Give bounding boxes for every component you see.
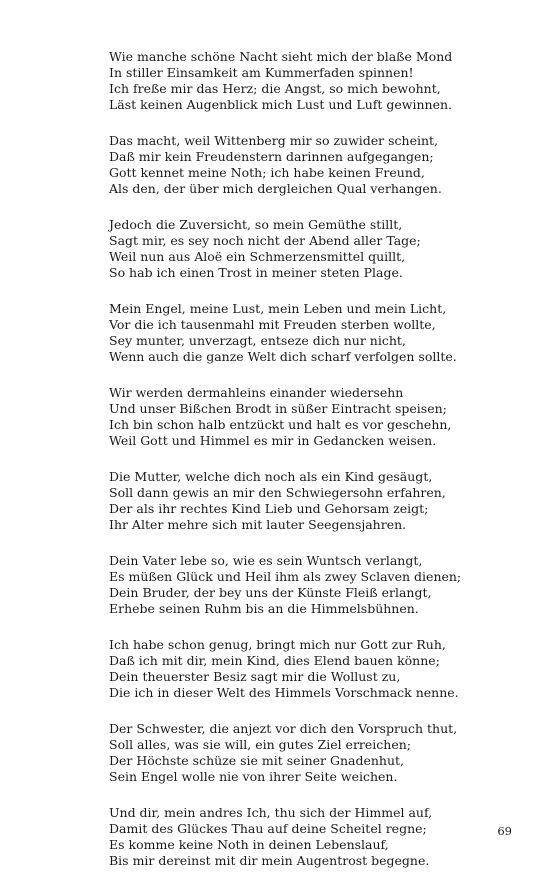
- stanza-3: [109, 217, 529, 281]
- verse-line: Der als ihr rechtes Kind Lieb und Gehorsam zeigt;: [109, 501, 429, 516]
- verse-line: Und unser Bißchen Brodt in süßer Eintracht speisen;: [109, 401, 447, 416]
- stanza-9: [109, 721, 529, 785]
- stanza-7: [109, 553, 529, 617]
- verse-line: Als den, der über mich dergleichen Qual verhangen.: [109, 181, 442, 196]
- verse-line: Wir werden dermahleins einander wiedersehn: [109, 385, 404, 400]
- verse-line: Vor die ich tausenmahl mit Freuden sterben wollte,: [109, 317, 436, 332]
- verse-line: Ich freße mir das Herz; die Angst, so mich bewohnt,: [109, 81, 441, 96]
- verse-line: Ich bin schon halb entzückt und halt es vor geschehn,: [109, 417, 452, 432]
- verse-line: Der Schwester, die anjezt vor dich den Vorspruch thut,: [109, 721, 458, 736]
- verse-line: Es müßen Glück und Heil ihm als zwey Sclaven dienen;: [109, 569, 462, 584]
- stanza-2: [109, 133, 529, 197]
- verse-line: Gott kennet meine Noth; ich habe keinen Freund,: [109, 165, 425, 180]
- verse-line: Mein Engel, meine Lust, mein Leben und mein Licht,: [109, 301, 447, 316]
- verse-line: Bis mir dereinst mit dir mein Augentrost begegne.: [109, 853, 430, 868]
- verse-line: Es komme keine Noth in deinen Lebenslauf,: [109, 837, 389, 852]
- stanza-4: [109, 301, 529, 365]
- verse-line: Soll dann gewis an mir den Schwiegersohn erfahren,: [109, 485, 446, 500]
- verse-line: Sagt mir, es sey noch nicht der Abend aller Tage;: [109, 233, 421, 248]
- verse-line: Wenn auch die ganze Welt dich scharf verfolgen sollte.: [109, 349, 457, 364]
- verse-line: Ich habe schon genug, bringt mich nur Gott zur Ruh,: [109, 637, 446, 652]
- verse-line: Weil nun aus Aloë ein Schmerzensmittel quillt,: [109, 249, 406, 264]
- verse-line: Und dir, mein andres Ich, thu sich der Himmel auf,: [109, 805, 433, 820]
- verse-line: Ihr Alter mehre sich mit lauter Seegensjahren.: [109, 517, 407, 532]
- verse-line: Weil Gott und Himmel es mir in Gedancken weisen.: [109, 433, 437, 448]
- poem-body: [109, 49, 529, 889]
- stanza-8: [109, 637, 529, 701]
- verse-line: Jedoch die Zuversicht, so mein Gemüthe stillt,: [109, 217, 403, 232]
- stanza-5: [109, 385, 529, 449]
- verse-line: Der Höchste schüze sie mit seiner Gnadenhut,: [109, 753, 405, 768]
- verse-line: So hab ich einen Trost in meiner steten Plage.: [109, 265, 403, 280]
- verse-line: Das macht, weil Wittenberg mir so zuwider scheint,: [109, 133, 439, 148]
- verse-line: Soll alles, was sie will, ein gutes Ziel erreichen;: [109, 737, 412, 752]
- verse-line: In stiller Einsamkeit am Kummerfaden spinnen!: [109, 65, 414, 80]
- verse-line: Damit des Glückes Thau auf deine Scheitel regne;: [109, 821, 427, 836]
- stanza-10: [109, 805, 529, 869]
- verse-line: Läst keinen Augenblick mich Lust und Luft gewinnen.: [109, 97, 452, 112]
- verse-line: Erhebe seinen Ruhm bis an die Himmelsbühnen.: [109, 601, 419, 616]
- verse-line: Dein theuerster Besiz sagt mir die Wollust zu,: [109, 669, 401, 684]
- verse-line: Sey munter, unverzagt, entseze dich nur nicht,: [109, 333, 406, 348]
- verse-line: Die Mutter, welche dich noch als ein Kind gesäugt,: [109, 469, 433, 484]
- verse-line: Daß ich mit dir, mein Kind, dies Elend bauen könne;: [109, 653, 440, 668]
- verse-line: Daß mir kein Freudenstern darinnen aufgegangen;: [109, 149, 434, 164]
- stanza-1: [109, 49, 529, 113]
- verse-line: Dein Vater lebe so, wie es sein Wuntsch verlangt,: [109, 553, 423, 568]
- stanza-6: [109, 469, 529, 533]
- verse-line: Dein Bruder, der bey uns der Künste Fleiß erlangt,: [109, 585, 432, 600]
- verse-line: Wie manche schöne Nacht sieht mich der blaße Mond: [109, 49, 453, 64]
- verse-line: Die ich in dieser Welt des Himmels Vorschmack nenne.: [109, 685, 459, 700]
- page-number: 69: [497, 824, 512, 838]
- verse-line: Sein Engel wolle nie von ihrer Seite weichen.: [109, 769, 398, 784]
